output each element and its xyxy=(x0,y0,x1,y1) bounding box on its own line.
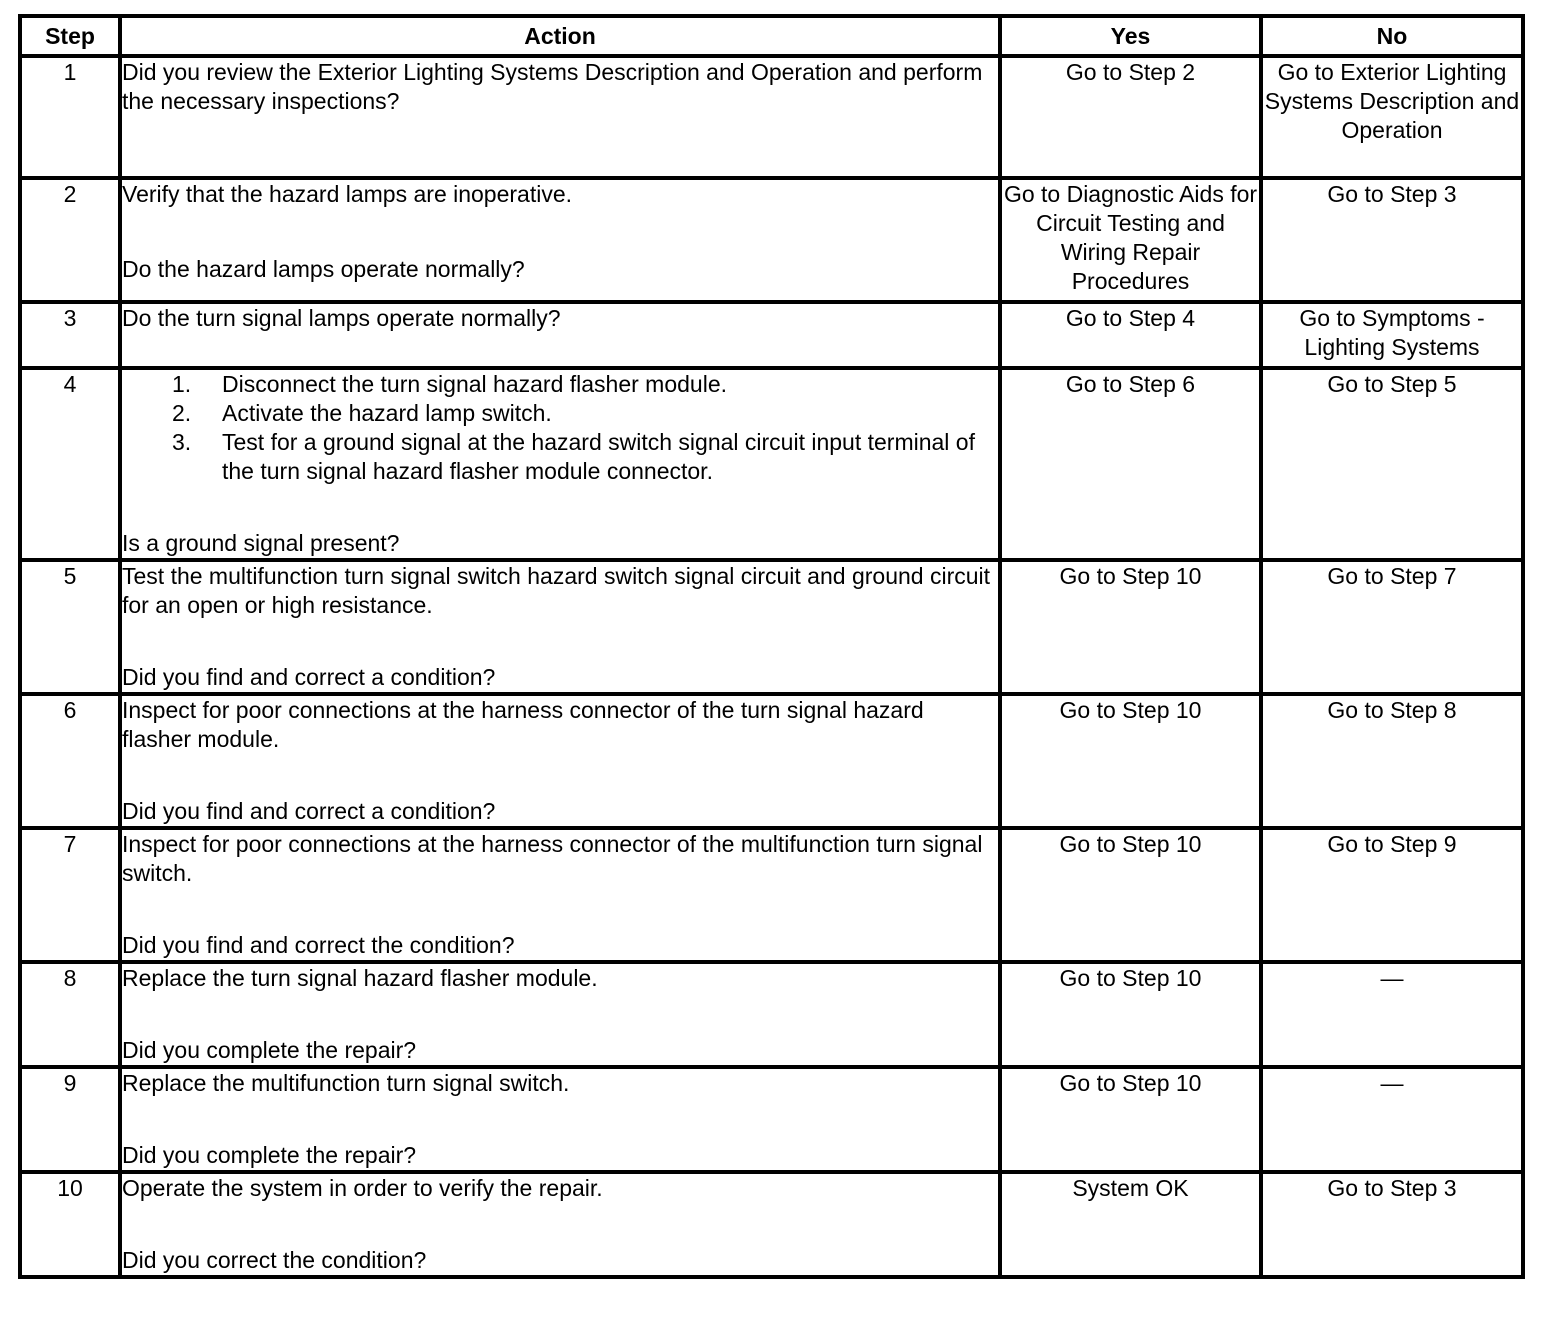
action-question: Do the hazard lamps operate normally? xyxy=(122,256,525,282)
no-cell xyxy=(1261,962,1523,1067)
not-applicable-dash: — xyxy=(1380,1070,1404,1096)
no-cell: Go to Exterior Lighting Systems Description and Operation xyxy=(1261,56,1523,178)
table-row xyxy=(20,828,1523,962)
action-text: Did you review the Exterior Lighting Systems Description and Operation and perform the necessary inspections? xyxy=(122,59,983,114)
step-number: 5 xyxy=(20,560,120,694)
yes-cell: Go to Step 10 xyxy=(1000,962,1261,1067)
yes-cell: Go to Step 2 xyxy=(1000,56,1261,178)
yes-cell: Go to Step 4 xyxy=(1000,302,1261,368)
step-number: 6 xyxy=(20,694,120,828)
header-step: Step xyxy=(20,16,120,56)
action-question: Is a ground signal present? xyxy=(122,530,400,556)
action-question: Did you find and correct a condition? xyxy=(122,664,496,690)
table-row xyxy=(20,302,1523,368)
action-cell xyxy=(120,1172,1000,1277)
step-number: 8 xyxy=(20,962,120,1067)
no-cell: Go to Step 5 xyxy=(1261,368,1523,560)
table-row xyxy=(20,962,1523,1067)
action-cell xyxy=(120,368,1000,560)
header-no: No xyxy=(1261,16,1523,56)
yes-cell: Go to Step 10 xyxy=(1000,1067,1261,1172)
yes-cell: Go to Step 6 xyxy=(1000,368,1261,560)
step-number: 9 xyxy=(20,1067,120,1172)
step-number: 2 xyxy=(20,178,120,302)
action-text: Inspect for poor connections at the harness connector of the multifunction turn signal switch. xyxy=(122,831,983,886)
action-steps-list xyxy=(122,370,998,486)
action-cell xyxy=(120,56,1000,178)
action-question: Did you complete the repair? xyxy=(122,1142,417,1168)
table-row xyxy=(20,178,1523,302)
action-text: Replace the multifunction turn signal switch. xyxy=(122,1070,570,1096)
action-cell xyxy=(120,828,1000,962)
no-cell: Go to Step 7 xyxy=(1261,560,1523,694)
action-cell xyxy=(120,694,1000,828)
not-applicable-dash: — xyxy=(1380,965,1404,991)
yes-cell: Go to Step 10 xyxy=(1000,828,1261,962)
step-number: 4 xyxy=(20,368,120,560)
yes-cell: Go to Diagnostic Aids for Circuit Testing and Wiring Repair Procedures xyxy=(1000,178,1261,302)
action-question: Did you complete the repair? xyxy=(122,1037,417,1063)
list-item: 1. Disconnect the turn signal hazard flasher module. xyxy=(172,371,728,397)
step-number: 10 xyxy=(20,1172,120,1277)
action-cell xyxy=(120,1067,1000,1172)
table-row xyxy=(20,368,1523,560)
yes-cell: System OK xyxy=(1000,1172,1261,1277)
table-row xyxy=(20,694,1523,828)
yes-cell: Go to Step 10 xyxy=(1000,694,1261,828)
action-question: Did you find and correct the condition? xyxy=(122,932,515,958)
header-row xyxy=(20,16,1523,56)
action-text: Operate the system in order to verify the repair. xyxy=(122,1175,603,1201)
action-cell xyxy=(120,302,1000,368)
header-yes: Yes xyxy=(1000,16,1261,56)
action-text: Do the turn signal lamps operate normally? xyxy=(122,305,561,331)
action-cell xyxy=(120,962,1000,1067)
list-item: 2. Activate the hazard lamp switch. xyxy=(172,400,552,426)
diagnostic-table xyxy=(18,14,1525,1279)
table-row xyxy=(20,560,1523,694)
no-cell: Go to Step 3 xyxy=(1261,1172,1523,1277)
table-row xyxy=(20,1067,1523,1172)
action-question: Did you correct the condition? xyxy=(122,1247,427,1273)
action-text: Verify that the hazard lamps are inoperative. xyxy=(122,181,573,207)
action-text: Inspect for poor connections at the harness connector of the turn signal hazard flasher module. xyxy=(122,697,924,752)
step-number: 3 xyxy=(20,302,120,368)
action-question: Did you find and correct a condition? xyxy=(122,798,496,824)
table-row xyxy=(20,56,1523,178)
header-action: Action xyxy=(120,16,1000,56)
action-cell xyxy=(120,560,1000,694)
no-cell: Go to Symptoms - Lighting Systems xyxy=(1261,302,1523,368)
action-text: Test the multifunction turn signal switch hazard switch signal circuit and ground circuit for an open or high resistance. xyxy=(122,563,991,618)
action-cell xyxy=(120,178,1000,302)
no-cell: Go to Step 8 xyxy=(1261,694,1523,828)
list-item: 3. Test for a ground signal at the hazard switch signal circuit input terminal of the turn signal hazard flasher module connector. xyxy=(172,429,975,484)
no-cell xyxy=(1261,1067,1523,1172)
step-number: 7 xyxy=(20,828,120,962)
step-number: 1 xyxy=(20,56,120,178)
action-text: Replace the turn signal hazard flasher module. xyxy=(122,965,598,991)
yes-cell: Go to Step 10 xyxy=(1000,560,1261,694)
table-row xyxy=(20,1172,1523,1277)
no-cell: Go to Step 3 xyxy=(1261,178,1523,302)
no-cell: Go to Step 9 xyxy=(1261,828,1523,962)
